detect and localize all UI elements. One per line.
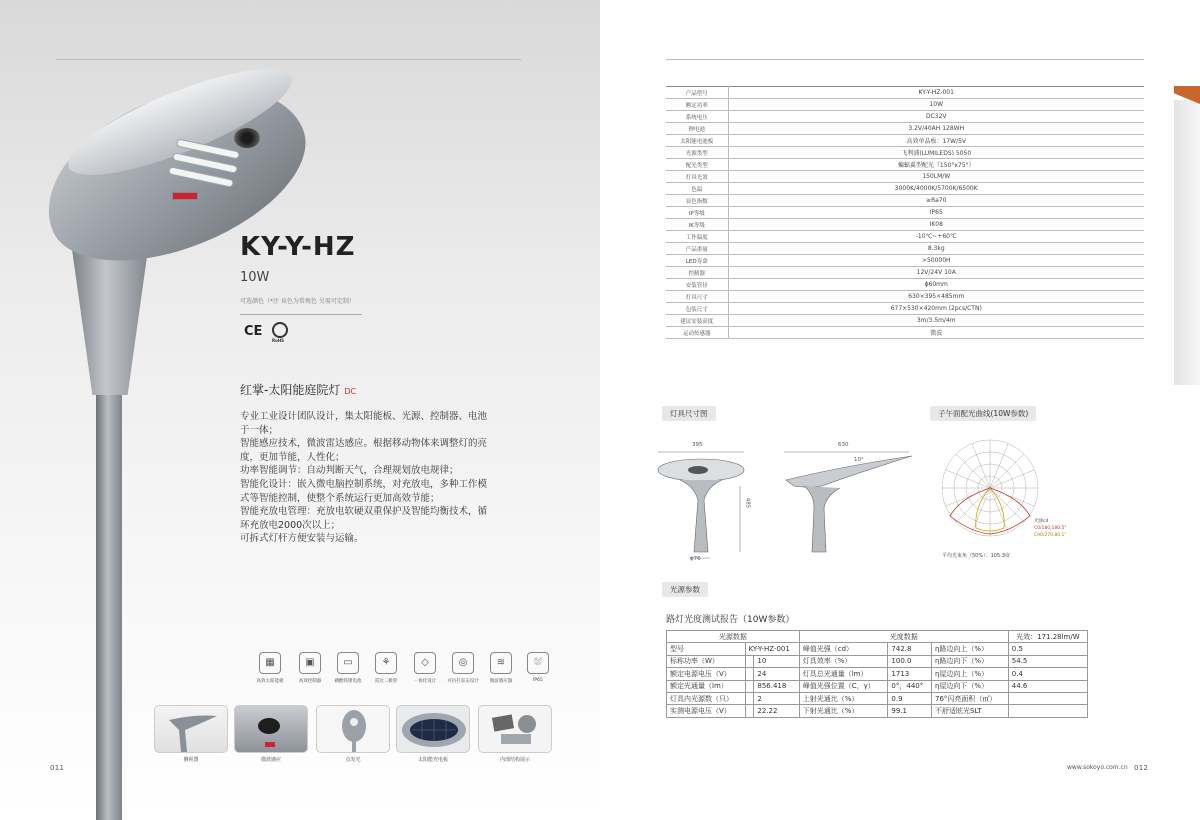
spec-value: 蝙蝠翼型配光（150°x75°） bbox=[728, 159, 1144, 171]
subtitle-suffix: DC bbox=[344, 387, 357, 396]
integrated-design-icon: ◇ bbox=[414, 652, 436, 674]
color-note: 可选颜色（*注 该色为常规色 另需可定制） bbox=[240, 298, 355, 305]
report-header-left: 光源数据 bbox=[667, 631, 800, 643]
spec-row bbox=[666, 255, 1144, 267]
report-cell bbox=[745, 705, 754, 717]
report-cell: 0°，440° bbox=[888, 680, 932, 692]
spec-key: 显色指数 bbox=[666, 195, 728, 207]
feature-label: 高效控制器 bbox=[298, 679, 322, 684]
solar-panel-icon: ▦ bbox=[259, 652, 281, 674]
divider bbox=[240, 314, 362, 315]
polar-diagram bbox=[930, 436, 1080, 566]
report-cell: 76°闪亮面积（㎡） bbox=[932, 692, 1009, 704]
report-cell: 0.5 bbox=[1008, 643, 1087, 655]
feature-label: 可抗打雷击设计 bbox=[447, 679, 479, 684]
waterproof-icon: ⛆ bbox=[527, 652, 549, 674]
spec-value: >50000H bbox=[728, 255, 1144, 267]
spec-key: 色温 bbox=[666, 183, 728, 195]
report-cell: 实测电源电压（V） bbox=[667, 705, 746, 717]
feature-label: 微波感应器 bbox=[489, 679, 513, 684]
spec-value: 10W bbox=[728, 99, 1144, 111]
spec-value: 高效单晶板：17W/5V bbox=[728, 135, 1144, 147]
feature-label: 一体化设计 bbox=[413, 679, 437, 684]
report-cell: 44.6 bbox=[1008, 680, 1087, 692]
spec-row bbox=[666, 279, 1144, 291]
feature-label: 磷酸铁锂电池 bbox=[334, 679, 362, 684]
spec-row bbox=[666, 87, 1144, 99]
report-header-mid: 光度数据 bbox=[799, 631, 1008, 643]
spec-row bbox=[666, 243, 1144, 255]
rohs-mark-icon bbox=[272, 322, 288, 343]
spec-row bbox=[666, 99, 1144, 111]
report-cell bbox=[745, 655, 754, 667]
thumbnail-solar-panel bbox=[396, 705, 470, 753]
spec-value: 12V/24V 10A bbox=[728, 267, 1144, 279]
spec-value: IP65 bbox=[728, 207, 1144, 219]
subtitle-text: 红掌-太阳能庭院灯 bbox=[240, 383, 341, 397]
product-power: 10W bbox=[240, 270, 270, 285]
polar-caption: 平均光束角（50%）：105.3度 bbox=[942, 553, 1010, 559]
report-cell: 22.22 bbox=[754, 705, 799, 717]
spec-key: 系统电压 bbox=[666, 111, 728, 123]
feature-label: 雷达二极管 bbox=[374, 679, 398, 684]
feature-label: 高效太阳能板 bbox=[256, 679, 284, 684]
report-cell: 型号 bbox=[667, 643, 746, 655]
spec-table bbox=[666, 86, 1144, 339]
spec-row bbox=[666, 147, 1144, 159]
report-cell bbox=[1008, 705, 1087, 717]
photometric-report-table bbox=[666, 630, 1088, 718]
spec-value: 3.2V/40AH 128WH bbox=[728, 123, 1144, 135]
report-cell bbox=[745, 680, 754, 692]
report-cell: 峰值光强位置（C，γ） bbox=[799, 680, 888, 692]
section-dimension-title: 灯具尺寸图 bbox=[662, 406, 716, 421]
thumbnail-label: 太阳能充电板 bbox=[417, 757, 448, 763]
spec-key: IP等级 bbox=[666, 207, 728, 219]
ce-mark-icon: CE bbox=[244, 324, 263, 339]
report-cell: 下射光通比（%） bbox=[799, 705, 888, 717]
feature-description bbox=[240, 410, 495, 546]
battery-icon: ▭ bbox=[337, 652, 359, 674]
spec-value: 8.3kg bbox=[728, 243, 1144, 255]
page-number-left: 011 bbox=[50, 764, 65, 772]
report-cell: 10 bbox=[754, 655, 799, 667]
spec-key: 额定功率 bbox=[666, 99, 728, 111]
lamp-pole bbox=[96, 380, 122, 820]
desc-line: 智能感应技术，微波雷达感应。根据移动物体来调整灯的亮度，更加节能，人性化； bbox=[240, 438, 488, 463]
controller-icon: ▣ bbox=[299, 652, 321, 674]
desc-line: 智能化设计：嵌入微电脑控制系统，对充放电，多种工作模式等智能控制，使整个系统运行更加高效节能； bbox=[240, 478, 488, 504]
spec-value: DC32V bbox=[728, 111, 1144, 123]
report-header-row bbox=[667, 631, 1088, 643]
spec-key: 锂电池 bbox=[666, 123, 728, 135]
spec-row bbox=[666, 123, 1144, 135]
side-view-icon bbox=[155, 706, 228, 753]
report-cell: 0.9 bbox=[888, 692, 932, 704]
desc-line: 智能充放电管理：充放电软硬双重保护及智能均衡技术，循环充放电2000次以上； bbox=[240, 506, 488, 531]
dimension-angle: 10° bbox=[854, 457, 864, 463]
desc-line: 功率智能调节：自动判断天气，合理规划放电规律； bbox=[240, 465, 459, 477]
feature-label: IP65 bbox=[533, 678, 543, 683]
spec-row bbox=[666, 219, 1144, 231]
solar-panel-icon bbox=[397, 706, 470, 753]
report-cell: 1713 bbox=[888, 668, 932, 680]
spec-key: 建议安装高度 bbox=[666, 315, 728, 327]
report-cell: 额定光通量（lm） bbox=[667, 680, 746, 692]
spec-key: 产品型号 bbox=[666, 87, 728, 99]
report-cell: 742.8 bbox=[888, 643, 932, 655]
thumbnail-label: 微波感应 bbox=[260, 757, 281, 763]
spec-key: LED寿命 bbox=[666, 255, 728, 267]
dimension-395: 395 bbox=[692, 442, 703, 448]
report-cell: 不舒适眩光SLT bbox=[932, 705, 1009, 717]
report-cell: 灯具效率（%） bbox=[799, 655, 888, 667]
spec-value: 3m/3.5m/4m bbox=[728, 315, 1144, 327]
report-cell bbox=[1008, 692, 1087, 704]
report-row bbox=[667, 692, 1088, 704]
spec-row bbox=[666, 171, 1144, 183]
spec-row bbox=[666, 159, 1144, 171]
dimension-485: 485 bbox=[744, 497, 751, 509]
report-row bbox=[667, 705, 1088, 717]
spec-row bbox=[666, 195, 1144, 207]
dimension-drawing bbox=[654, 440, 924, 570]
report-row bbox=[667, 668, 1088, 680]
spec-value: 飞利浦(LUMILEDS) 5050 bbox=[728, 147, 1144, 159]
spec-value: IK08 bbox=[728, 219, 1144, 231]
website: www.sokoyo.com.cn bbox=[1067, 764, 1128, 771]
spec-row bbox=[666, 327, 1144, 339]
spec-key: 运动传感器 bbox=[666, 327, 728, 339]
decorative-side-band bbox=[1174, 100, 1200, 385]
spec-value: 微波 bbox=[728, 327, 1144, 339]
spec-key: 产品重量 bbox=[666, 243, 728, 255]
point-light-icon bbox=[317, 706, 390, 753]
product-model: KY-Y-HZ bbox=[240, 232, 356, 262]
thumbnail-internal-structure bbox=[478, 705, 552, 753]
spec-key: 太阳能电池板 bbox=[666, 135, 728, 147]
top-rule bbox=[666, 59, 1144, 60]
dimension-drawing-svg bbox=[654, 440, 924, 570]
spec-row bbox=[666, 111, 1144, 123]
report-cell: η屋边向下（%） bbox=[932, 680, 1009, 692]
legend-c90: C90/270,80.1° bbox=[1034, 533, 1067, 538]
report-cell: 2 bbox=[754, 692, 799, 704]
spec-value: ≥Ra70 bbox=[728, 195, 1144, 207]
spec-row bbox=[666, 267, 1144, 279]
report-cell: 99.1 bbox=[888, 705, 932, 717]
spec-key: 工作温度 bbox=[666, 231, 728, 243]
spec-value: 677×530×420mm (2pcs/CTN) bbox=[728, 303, 1144, 315]
product-subtitle bbox=[240, 381, 356, 398]
dimension-76: ϕ76 bbox=[690, 556, 701, 562]
report-cell: η路边向上（%） bbox=[932, 643, 1009, 655]
thumbnail-label: 侧视图 bbox=[183, 757, 199, 763]
report-cell: 峰值光强（cd） bbox=[799, 643, 888, 655]
spec-key: 控制器 bbox=[666, 267, 728, 279]
report-title: 路灯光度测试报告（10W参数） bbox=[666, 615, 795, 625]
microwave-sensor-icon: ≋ bbox=[490, 652, 512, 674]
spec-value: 3000K/4000K/5700K/6500K bbox=[728, 183, 1144, 195]
report-cell bbox=[745, 692, 754, 704]
feature-ip65 bbox=[514, 652, 562, 683]
report-row bbox=[667, 655, 1088, 667]
spec-row bbox=[666, 135, 1144, 147]
spec-key: 配光类型 bbox=[666, 159, 728, 171]
lightning-protection-icon: ◎ bbox=[452, 652, 474, 674]
radar-icon: ⚘ bbox=[375, 652, 397, 674]
lamp-label-plate bbox=[172, 192, 198, 200]
dimension-630: 630 bbox=[838, 442, 849, 448]
report-cell: 54.5 bbox=[1008, 655, 1087, 667]
report-cell: 灯具内光源数（只） bbox=[667, 692, 746, 704]
spec-value: KY-Y-HZ-001 bbox=[728, 87, 1144, 99]
internal-structure-icon bbox=[479, 706, 552, 753]
thumbnail-label: 点发光 bbox=[345, 757, 361, 763]
report-cell: 灯具总光通量（lm） bbox=[799, 668, 888, 680]
spec-key: 光源类型 bbox=[666, 147, 728, 159]
spec-key: IK等级 bbox=[666, 219, 728, 231]
report-cell: 标称功率（W） bbox=[667, 655, 746, 667]
thumbnail-microwave bbox=[234, 705, 308, 753]
spec-key: 安装管径 bbox=[666, 279, 728, 291]
spec-row bbox=[666, 291, 1144, 303]
report-cell: 0.4 bbox=[1008, 668, 1087, 680]
spec-key: 灯具尺寸 bbox=[666, 291, 728, 303]
desc-line: 可拆式灯杆方便安装与运输。 bbox=[240, 533, 364, 545]
desc-line: 专业工业设计团队设计，集太阳能板、光源、控制器、电池于一体； bbox=[240, 411, 488, 436]
spec-value: ϕ60mm bbox=[728, 279, 1144, 291]
spec-value: 630×395×485mm bbox=[728, 291, 1144, 303]
spec-row bbox=[666, 183, 1144, 195]
legend-c0: C0/180,180.5° bbox=[1034, 526, 1067, 531]
report-cell: 额定电源电压（V） bbox=[667, 668, 746, 680]
spec-row bbox=[666, 315, 1144, 327]
thumbnail-point-light bbox=[316, 705, 390, 753]
spec-row bbox=[666, 303, 1144, 315]
spec-value: -10℃~+60℃ bbox=[728, 231, 1144, 243]
spec-key: 灯具光效 bbox=[666, 171, 728, 183]
section-polar-title: 子午面配光曲线(10W参数) bbox=[930, 406, 1036, 421]
report-cell: η屋边向上（%） bbox=[932, 668, 1009, 680]
polar-legend bbox=[1034, 518, 1067, 539]
report-row bbox=[667, 643, 1088, 655]
spec-key: 包装尺寸 bbox=[666, 303, 728, 315]
report-cell: KY-Y-HZ-001 bbox=[745, 643, 799, 655]
report-cell: η路边向下（%） bbox=[932, 655, 1009, 667]
section-light-title: 光源参数 bbox=[662, 582, 708, 597]
top-rule bbox=[56, 59, 521, 60]
spec-row bbox=[666, 207, 1144, 219]
spec-row bbox=[666, 231, 1144, 243]
rohs-label: RoHS bbox=[272, 338, 285, 343]
report-cell bbox=[745, 668, 754, 680]
legend-title: 光强cd bbox=[1034, 519, 1049, 524]
report-cell: 上射光通比（%） bbox=[799, 692, 888, 704]
report-header-right: 光效：171.28lm/W bbox=[1008, 631, 1087, 643]
report-cell: 856.418 bbox=[754, 680, 799, 692]
report-cell: 100.0 bbox=[888, 655, 932, 667]
thumbnail-label: 内部结构展示 bbox=[499, 757, 530, 763]
report-cell: 24 bbox=[754, 668, 799, 680]
report-row bbox=[667, 680, 1088, 692]
spec-value: 150LM/W bbox=[728, 171, 1144, 183]
radar-sensor-icon bbox=[234, 128, 260, 148]
microwave-sensor-icon bbox=[235, 706, 308, 753]
thumbnail-side-view bbox=[154, 705, 228, 753]
page-number-right: 012 bbox=[1134, 764, 1149, 772]
